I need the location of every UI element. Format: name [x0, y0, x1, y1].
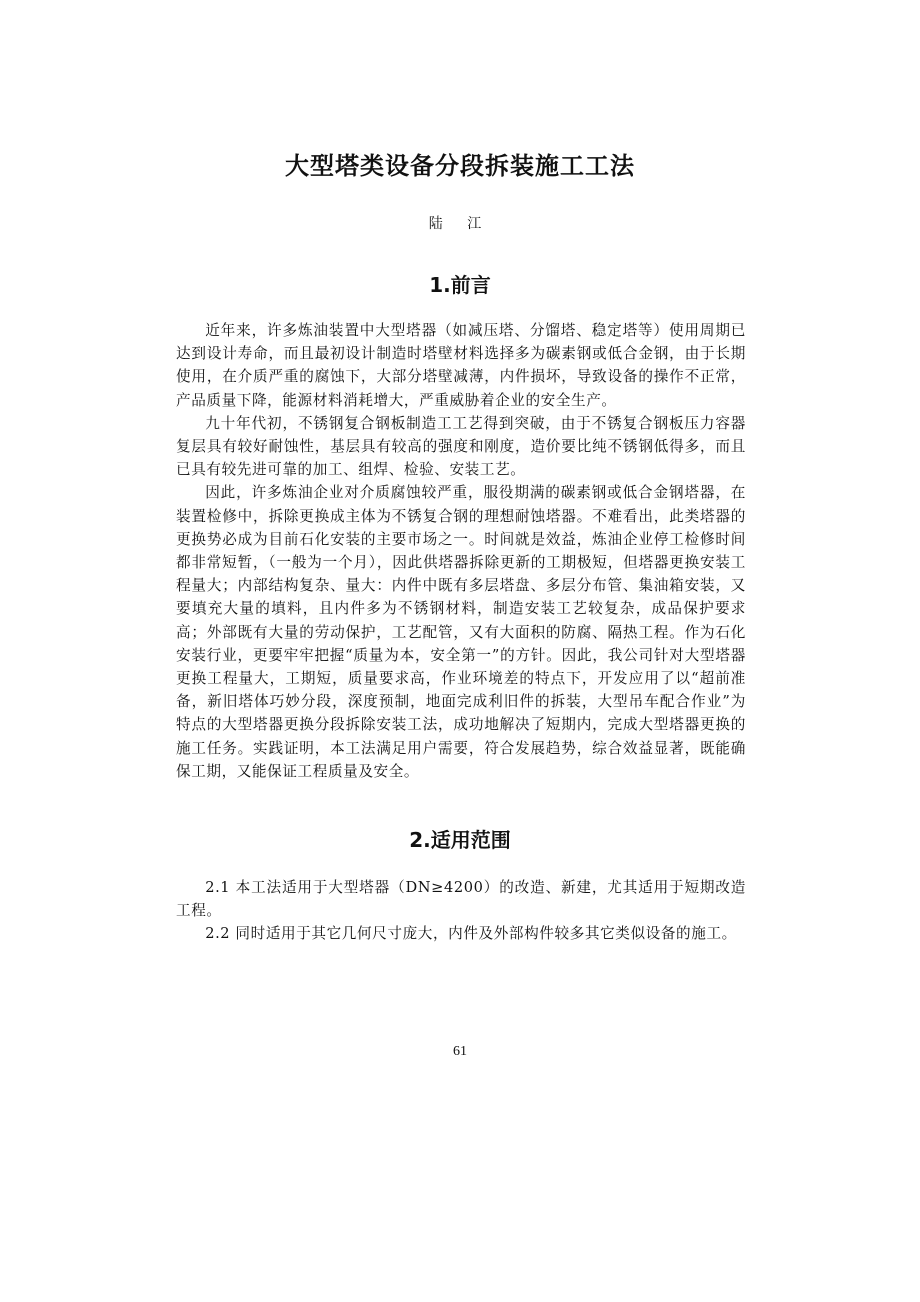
paragraph: 2.2 同时适用于其它几何尺寸庞大，内件及外部构件较多其它类似设备的施工。 — [205, 925, 737, 943]
section-heading-introduction: 1.前言 — [429, 273, 491, 297]
section-body-introduction — [176, 319, 746, 783]
section-body-scope — [176, 876, 746, 946]
page-number: 61 — [453, 1044, 467, 1059]
paragraph: 近年来，许多炼油装置中大型塔器（如减压塔、分馏塔、稳定塔等）使用周期已达到设计寿命，而且最初设计制造时塔壁材料选择多为碳素钢或低合金钢，由于长期使用，在介质严重的腐蚀下，大部分塔壁减薄，内件损坏，导致设备的操作不正常，产品质量下降，能源材料消耗增大，严重威胁着企业的安全生产。 — [176, 322, 746, 409]
author-name: 陆 江 — [428, 216, 492, 232]
section-heading-scope: 2.适用范围 — [409, 828, 511, 852]
paragraph: 九十年代初，不锈钢复合钢板制造工工艺得到突破，由于不锈复合钢板压力容器复层具有较好耐蚀性，基层具有较高的强度和刚度，造价要比纯不锈钢低得多，而且已具有较先进可靠的加工、组焊、检验、安装工艺。 — [176, 414, 746, 479]
paragraph: 2.1 本工法适用于大型塔器（DN≥4200）的改造、新建，尤其适用于短期改造工程。 — [176, 879, 746, 920]
paragraph: 因此，许多炼油企业对介质腐蚀较严重，服役期满的碳素钢或低合金钢塔器，在装置检修中，拆除更换成主体为不锈复合钢的理想耐蚀塔器。不难看出，此类塔器的更换势必成为目前石化安装的主要市场之一。时间就是效益，炼油企业停工检修时间都非常短暂，（一般为一个月），因此供塔器拆除更新的工期极短，但塔器更换安装工程量大；内部结构复杂、量大：内件中既有多层塔盘、多层分布管、集油箱安装，又要填充大量的填料，且内件多为不锈钢材料，制造安装工艺较复杂，成品保护要求高；外部既有大量的劳动保护，工艺配管，又有大面积的防腐、隔热工程。作为石化安装行业，更要牢牢把握“质量为本，安全第一”的方针。因此，我公司针对大型塔器更换工程量大，工期短，质量要求高，作业环境差的特点下，开发应用了以“超前准备，新旧塔体巧妙分段，深度预制，地面完成利旧件的拆装，大型吊车配合作业”为特点的大型塔器更换分段拆除安装工法，成功地解决了短期内，完成大型塔器更换的施工任务。实践证明，本工法满足用户需要，符合发展趋势，综合效益显著，既能确保工期，又能保证工程质量及安全。 — [176, 484, 746, 780]
document-title: 大型塔类设备分段拆装施工工法 — [285, 152, 635, 180]
